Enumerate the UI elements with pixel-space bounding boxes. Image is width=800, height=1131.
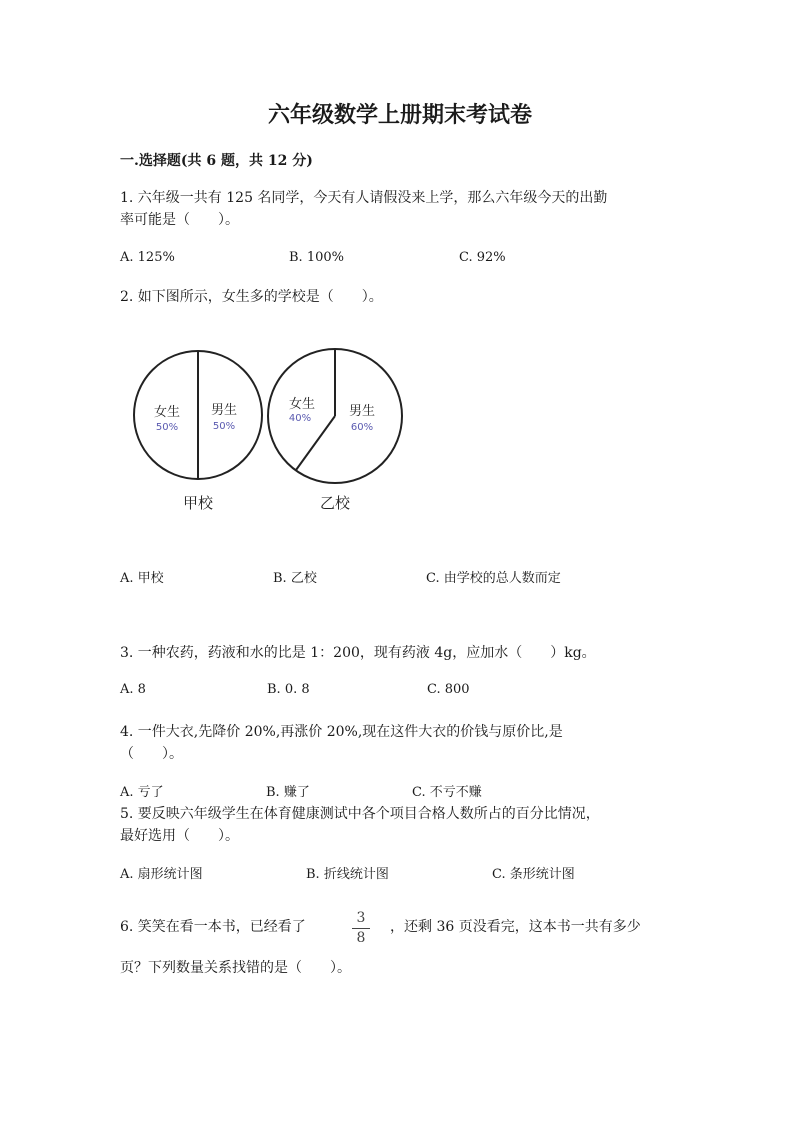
page-title: 六年级数学上册期末考试卷	[267, 102, 532, 128]
question-1-option-a: A. 125%	[120, 250, 175, 265]
pie-school-b-girls-pct: 40%	[288, 413, 312, 424]
pie-school-b-boys-label: 男生	[348, 404, 376, 419]
pie-school-b	[268, 349, 402, 512]
fraction-denominator: 8	[356, 930, 366, 946]
question-4-line-2: （ ）。	[120, 746, 183, 762]
question-3-text: 3. 一种农药，药液和水的比是 1：200，现有药液 4g，应加水（ ）kg。	[120, 645, 596, 661]
pie-school-a-boys-label: 男生	[210, 403, 238, 418]
question-2-option-b: B. 乙校	[273, 571, 317, 586]
question-1-option-b: B. 100%	[289, 250, 344, 265]
question-1-option-c: C. 92%	[459, 250, 506, 265]
question-5-option-a: A. 扇形统计图	[120, 867, 203, 882]
question-2-text: 2. 如下图所示，女生多的学校是（ ）。	[120, 289, 383, 305]
question-3-option-a: A. 8	[120, 682, 146, 697]
pie-school-b-girls-label: 女生	[288, 397, 316, 412]
question-1-line-1: 1. 六年级一共有 125 名同学，今天有人请假没来上学，那么六年级今天的出勤	[120, 190, 608, 206]
question-1-line-2: 率可能是（ ）。	[120, 212, 239, 228]
fraction-numerator: 3	[356, 910, 366, 926]
pie-school-a-girls-label: 女生	[153, 405, 181, 420]
question-6-text-before-fraction: 6. 笑笑在看一本书，已经看了	[120, 919, 306, 935]
pie-school-b-boys-pct: 60%	[350, 422, 374, 433]
pie-charts-figure	[120, 338, 420, 528]
question-3-option-c: C. 800	[427, 682, 470, 697]
pie-school-a-boys-pct: 50%	[212, 421, 236, 432]
question-5-option-b: B. 折线统计图	[306, 867, 389, 882]
pie-school-a	[134, 351, 262, 512]
fraction-bar	[352, 928, 370, 929]
question-4-option-c: C. 不亏不赚	[412, 785, 482, 800]
question-6-line-2: 页？下列数量关系找错的是（ ）。	[120, 960, 351, 976]
question-5-option-c: C. 条形统计图	[492, 867, 575, 882]
question-2-option-a: A. 甲校	[120, 571, 164, 586]
section-heading: 一.选择题(共 6 题，共 12 分)	[120, 153, 313, 169]
question-6-text-after-fraction: ，还剩 36 页没看完，这本书一共有多少	[390, 919, 641, 935]
question-4-line-1: 4. 一件大衣,先降价 20%,再涨价 20%,现在这件大衣的价钱与原价比,是	[120, 724, 563, 740]
pie-school-a-name: 甲校	[182, 494, 214, 512]
question-4-option-a: A. 亏了	[120, 785, 164, 800]
pie-school-a-girls-pct: 50%	[155, 422, 179, 433]
question-5-line-1: 5. 要反映六年级学生在体育健康测试中各个项目合格人数所占的百分比情况，	[120, 806, 600, 822]
pie-school-b-name: 乙校	[319, 494, 351, 512]
question-6-fraction	[352, 910, 370, 947]
question-5-line-2: 最好选用（ ）。	[120, 828, 239, 844]
question-3-option-b: B. 0. 8	[267, 682, 310, 697]
question-2-option-c: C. 由学校的总人数而定	[426, 571, 561, 586]
question-4-option-b: B. 赚了	[266, 785, 310, 800]
